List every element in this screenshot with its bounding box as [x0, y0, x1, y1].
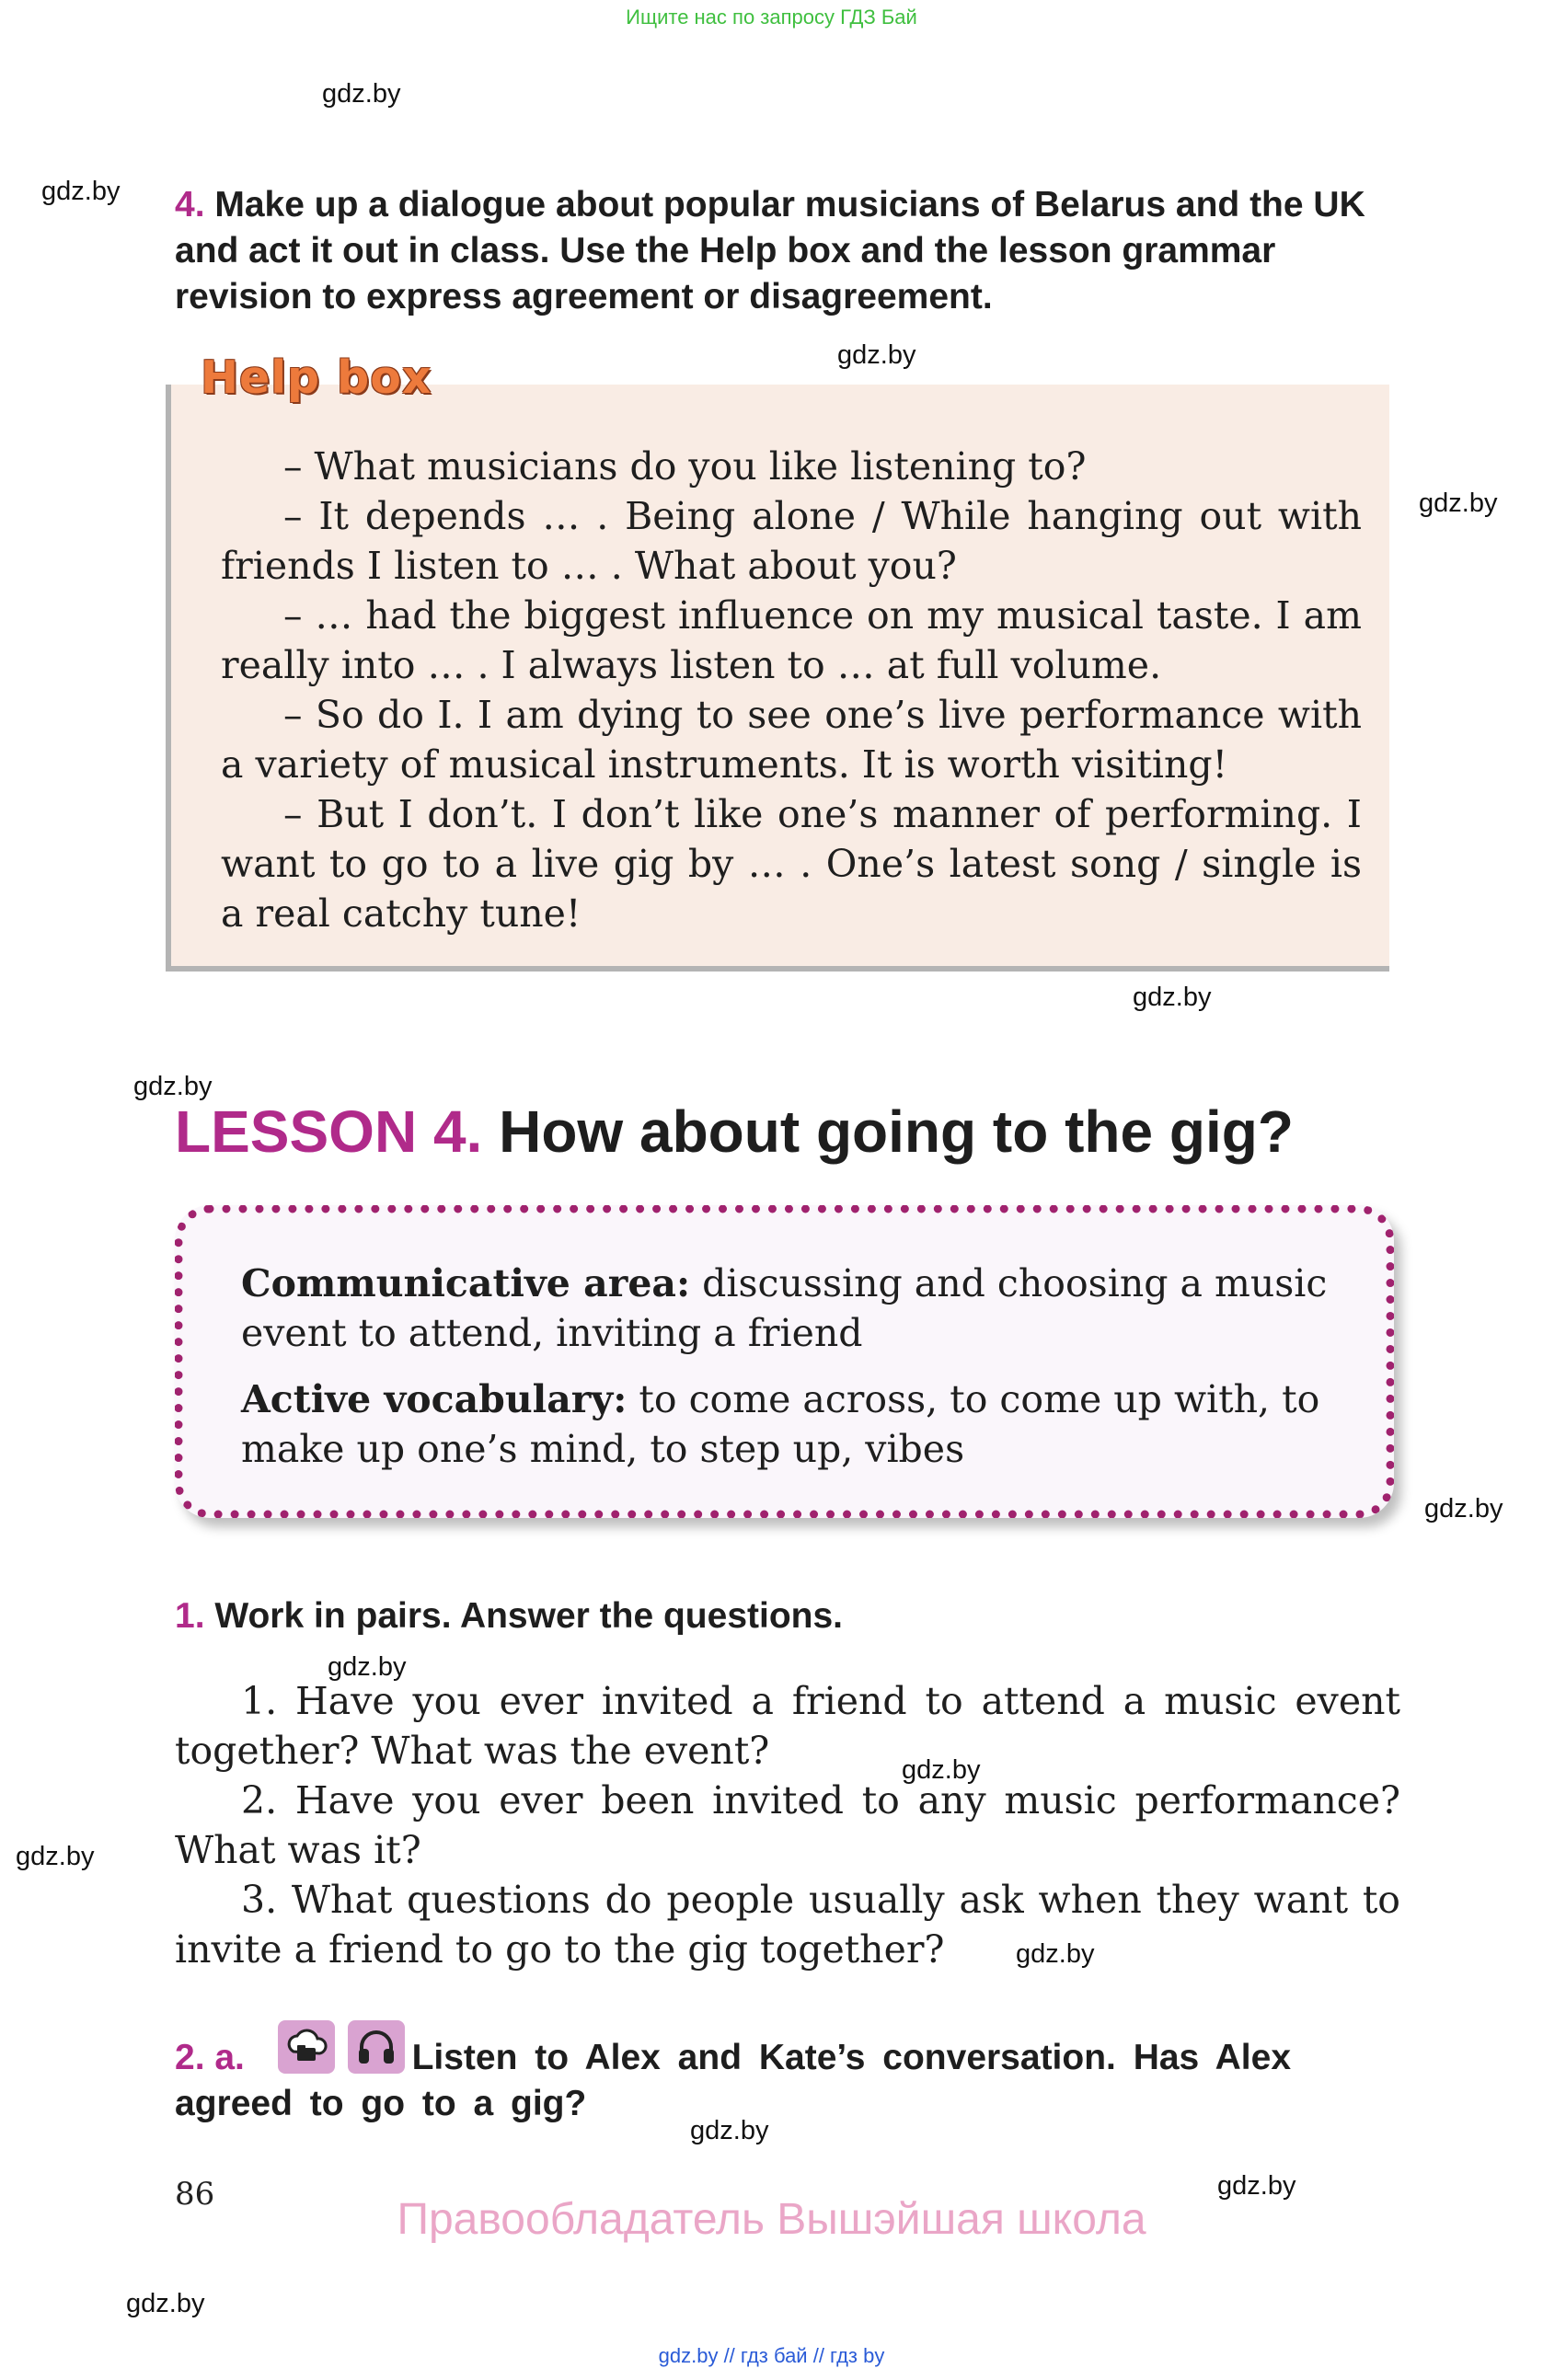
- cloud-folder-icon[interactable]: [278, 2020, 335, 2074]
- headphones-icon[interactable]: [348, 2020, 405, 2074]
- exercise-number: 2. a.: [175, 2038, 245, 2077]
- lesson-name: How about going to the gig?: [499, 1098, 1294, 1165]
- question-item: 1. Have you ever invited a friend to attend a music event together? What was the event?: [175, 1679, 1400, 1773]
- footer-links[interactable]: gdz.by // гдз бай // гдз by: [658, 2344, 885, 2367]
- watermark: gdz.by: [1424, 1494, 1503, 1523]
- top-banner[interactable]: Ищите нас по запросу ГДЗ Бай: [626, 6, 917, 29]
- dialogue-line: – But I don’t. I don’t like one’s manner of performing. I want to go to a live gig by … . One’s latest song / single is a real catchy tune!: [221, 792, 1362, 936]
- watermark: gdz.by: [41, 177, 121, 206]
- communicative-area: [241, 1259, 1345, 1358]
- help-box-title: Help box: [201, 351, 432, 404]
- communicative-area-text: discussing and choosing a music event to attend, inviting a friend: [241, 1261, 1328, 1355]
- watermark: gdz.by: [690, 2116, 769, 2145]
- watermark: gdz.by: [1016, 1939, 1095, 1969]
- watermark: gdz.by: [1217, 2171, 1296, 2201]
- exercise-instruction: Work in pairs. Answer the questions.: [214, 1596, 844, 1636]
- page-number: 86: [175, 2176, 215, 2213]
- watermark: gdz.by: [837, 340, 916, 370]
- exercise-number: 4.: [175, 185, 205, 224]
- exercise-number: 1.: [175, 1596, 205, 1636]
- watermark: gdz.by: [322, 79, 401, 109]
- exercise-instruction: Listen to Alex and Kate’s conversation. Has Alex agreed to go to a gig?: [175, 2038, 1292, 2123]
- copyright-notice: Правообладатель Вышэйшая школа: [397, 2195, 1146, 2244]
- watermark: gdz.by: [328, 1652, 407, 1682]
- exercise-instruction: Make up a dialogue about popular musicians of Belarus and the UK and act it out in class. Use the Help box and the lesson grammar revision to express agreement or disagreement.: [175, 185, 1365, 316]
- lesson-title: [175, 1095, 1294, 1168]
- exercise-1-heading: [175, 1593, 843, 1639]
- help-box-dialogue: [221, 442, 1362, 938]
- question-item: 2. Have you ever been invited to any music performance? What was it?: [175, 1778, 1400, 1872]
- exercise-1-questions: [175, 1676, 1400, 1974]
- watermark: gdz.by: [1419, 489, 1498, 518]
- watermark: gdz.by: [1133, 983, 1212, 1012]
- communicative-area-label: Communicative area:: [241, 1261, 691, 1305]
- dialogue-line: – What musicians do you like listening to?: [283, 444, 1087, 489]
- lesson-number: LESSON 4.: [175, 1098, 483, 1165]
- active-vocabulary: [241, 1374, 1345, 1474]
- exercise-4-heading: [175, 182, 1403, 320]
- watermark: gdz.by: [133, 1072, 213, 1101]
- dialogue-line: – … had the biggest influence on my musical taste. I am really into … . I always listen to … at full volume.: [221, 593, 1362, 687]
- dialogue-line: – It depends … . Being alone / While hanging out with friends I listen to … . What about you?: [221, 494, 1362, 588]
- question-item: 3. What questions do people usually ask when they want to invite a friend to go to the gig together?: [175, 1878, 1400, 1972]
- active-vocabulary-label: Active vocabulary:: [241, 1377, 628, 1421]
- watermark: gdz.by: [126, 2289, 205, 2318]
- lesson-info-text: [241, 1259, 1345, 1490]
- watermark: gdz.by: [902, 1755, 981, 1785]
- active-vocabulary-text: to come across, to come up with, to make up one’s mind, to step up, vibes: [241, 1377, 1320, 1471]
- watermark: gdz.by: [16, 1842, 95, 1871]
- dialogue-line: – So do I. I am dying to see one’s live performance with a variety of musical instruments. It is worth visiting!: [221, 693, 1362, 787]
